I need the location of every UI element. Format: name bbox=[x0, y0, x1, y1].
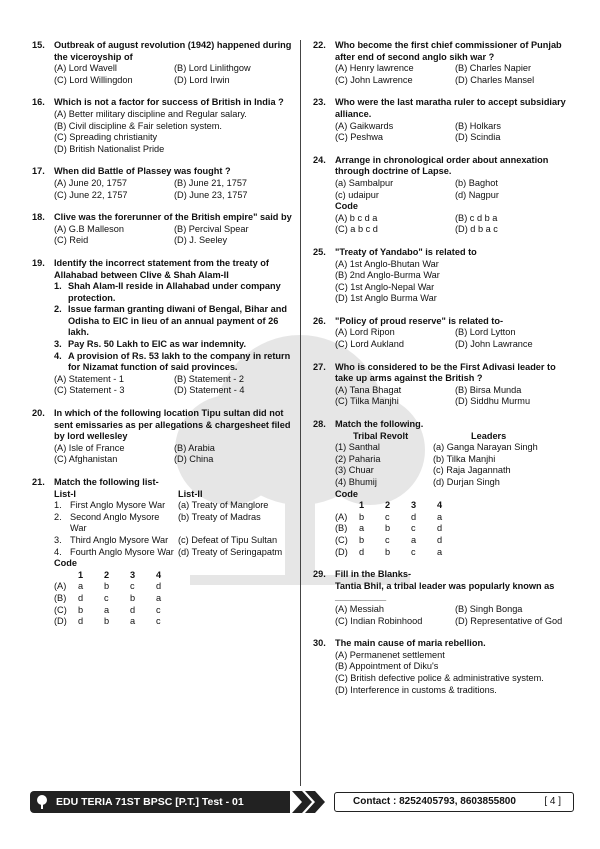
contact-text: Contact : 8252405793, 8603855800 bbox=[353, 796, 516, 807]
question-text: Who were the last maratha ruler to accept subsidiary alliance. bbox=[335, 97, 566, 119]
code-row: (B) a b c d bbox=[335, 523, 443, 534]
option: (D) Statement - 4 bbox=[174, 385, 245, 396]
left-column bbox=[32, 40, 294, 639]
page-footer bbox=[30, 791, 575, 813]
code-row: (D) d b c a bbox=[335, 546, 443, 557]
option: (D) J. Seeley bbox=[174, 235, 228, 246]
option: (B) Singh Bonga bbox=[455, 603, 523, 614]
question-number: 21. bbox=[32, 477, 45, 487]
option: (A) Better military discipline and Regular salary. bbox=[54, 108, 247, 119]
question-text: "Treaty of Yandabo" is related to bbox=[335, 246, 477, 257]
question-21 bbox=[32, 477, 294, 628]
question-number: 23. bbox=[313, 97, 326, 108]
option: (D) June 23, 1757 bbox=[174, 189, 248, 200]
question-number: 20. bbox=[32, 408, 45, 419]
question-20 bbox=[32, 408, 294, 466]
column-divider bbox=[300, 40, 301, 786]
question-number: 28. bbox=[313, 419, 326, 430]
question-text: Arrange in chronological order about annexation through doctrine of Lapse. bbox=[335, 154, 549, 177]
question-number: 19. bbox=[32, 257, 45, 268]
option: (d) Nagpur bbox=[455, 189, 499, 200]
code-label: Code bbox=[335, 201, 358, 212]
statement: 1. Shah Alam-II reside in Allahabad under company protection. bbox=[54, 281, 281, 303]
question-text: Identify the incorrect statement from the treaty of Allahabad between Clive & Shah Alam-II bbox=[54, 257, 269, 280]
question-number: 30. bbox=[313, 638, 326, 649]
option: (B) Charles Napier bbox=[455, 63, 532, 74]
option: (a) Sambalpur bbox=[335, 177, 394, 188]
option: (B) Appointment of Diku's bbox=[335, 661, 439, 672]
option: (D) 1st Anglo Burma War bbox=[335, 293, 437, 304]
right-column bbox=[313, 40, 575, 707]
question-text: In which of the following location Tipu sultan did not sent emissaries as per allegations & chargesheet filed by lord wellesley bbox=[54, 408, 291, 442]
option: (A) G.B Malleson bbox=[54, 223, 124, 234]
option: (C) Lord Willingdon bbox=[54, 74, 133, 85]
brand-text: EDU TERIA 71ST BPSC [P.T.] Test - 01 bbox=[56, 796, 244, 808]
question-18 bbox=[32, 212, 294, 247]
question-text: Outbreak of august revolution (1942) happened during the viceroyship of bbox=[54, 40, 292, 62]
option: (A) 1st Anglo-Bhutan War bbox=[335, 258, 439, 269]
option: (b) Baghot bbox=[455, 177, 498, 188]
option: (D) Charles Mansel bbox=[455, 74, 535, 85]
option: (A) June 20, 1757 bbox=[54, 177, 128, 188]
option: (D) Scindia bbox=[455, 132, 501, 143]
code-row: (D) d b a c bbox=[54, 616, 161, 627]
option: (D) British Nationalist Pride bbox=[54, 143, 165, 154]
option: (C) Afghanistan bbox=[54, 454, 118, 465]
question-text: The main cause of maria rebellion. bbox=[335, 638, 486, 649]
question-number: 25. bbox=[313, 246, 326, 257]
question-number: 29. bbox=[313, 569, 326, 580]
option: (A) Permanenet settlement bbox=[335, 649, 445, 660]
question-text: Tantia Bhil, a tribal leader was popularly known as __________ bbox=[335, 580, 555, 603]
list-header: List-II bbox=[178, 488, 203, 499]
option: (B) Lord Lytton bbox=[455, 327, 516, 338]
statement: 4. A provision of Rs. 53 lakh to the company in return for Nizamat function of said provinces. bbox=[54, 350, 291, 373]
option: (B) c d b a bbox=[455, 212, 498, 223]
option: (B) Percival Spear bbox=[174, 223, 249, 234]
question-text: "Policy of proud reserve" is related to- bbox=[335, 315, 504, 326]
option: (D) Representative of God bbox=[455, 615, 563, 626]
question-17 bbox=[32, 166, 294, 201]
code-row: (B) d c b a bbox=[54, 592, 162, 603]
code-header-row: 1 2 3 4 bbox=[78, 569, 162, 580]
question-text: When did Battle of Plassey was fought ? bbox=[54, 166, 231, 177]
option: (B) Birsa Munda bbox=[455, 384, 522, 395]
option: (A) b c d a bbox=[335, 212, 378, 223]
chevrons-icon bbox=[292, 791, 336, 813]
option: (C) Reid bbox=[54, 235, 89, 246]
question-26 bbox=[313, 316, 575, 351]
option: (D) Interference in customs & traditions. bbox=[335, 684, 497, 695]
tree-logo-icon bbox=[34, 794, 50, 810]
question-number: 16. bbox=[32, 97, 45, 108]
question-number: 15. bbox=[32, 40, 45, 50]
option: (C) Lord Aukland bbox=[335, 339, 404, 350]
question-number: 22. bbox=[313, 40, 326, 50]
question-text: Fill in the Blanks- bbox=[335, 569, 412, 580]
question-28 bbox=[313, 419, 575, 558]
page-number: [ 4 ] bbox=[544, 796, 561, 807]
brand-banner bbox=[30, 791, 290, 813]
question-19 bbox=[32, 258, 294, 397]
option: (c) udaipur bbox=[335, 189, 379, 200]
option: (B) June 21, 1757 bbox=[174, 177, 248, 188]
question-number: 26. bbox=[313, 315, 326, 326]
question-text: Match the following. bbox=[335, 419, 424, 430]
option: (C) Peshwa bbox=[335, 132, 383, 143]
code-header-row: 1 2 3 4 bbox=[359, 500, 443, 511]
list-header: Leaders bbox=[471, 430, 507, 441]
code-label: Code bbox=[54, 558, 77, 569]
question-24 bbox=[313, 155, 575, 236]
code-label: Code bbox=[335, 488, 358, 499]
question-15 bbox=[32, 40, 294, 86]
option: (A) Gaikwards bbox=[335, 120, 394, 131]
question-number: 27. bbox=[313, 361, 326, 372]
question-22 bbox=[313, 40, 575, 86]
statement: 2. Issue farman granting diwani of Bengal, Bihar and Odisha to EIC in lieu of an annual payment of 26 lakh. bbox=[54, 304, 288, 338]
option: (B) Arabia bbox=[174, 442, 215, 453]
code-row: (C) b a d c bbox=[54, 604, 161, 615]
question-text: Who become the first chief commissioner of Punjab after end of second anglo sikh war ? bbox=[335, 40, 562, 62]
option: (A) Lord Ripon bbox=[335, 327, 395, 338]
option: (A) Henry lawrence bbox=[335, 63, 414, 74]
option: (A) Tana Bhagat bbox=[335, 384, 402, 395]
question-number: 17. bbox=[32, 166, 45, 177]
code-row: (C) b c a d bbox=[335, 534, 443, 545]
option: (D) d b a c bbox=[455, 224, 498, 235]
code-row: (A) b c d a bbox=[335, 511, 443, 522]
question-23 bbox=[313, 97, 575, 143]
option: (C) a b c d bbox=[335, 224, 378, 235]
match-row: (2) Paharia (b) Tilka Manjhi bbox=[335, 453, 496, 464]
list-header: Tribal Revolt bbox=[353, 430, 409, 441]
option: (C) June 22, 1757 bbox=[54, 189, 128, 200]
match-row: (3) Chuar (c) Raja Jagannath bbox=[335, 465, 511, 476]
option: (B) Statement - 2 bbox=[174, 373, 244, 384]
question-number: 18. bbox=[32, 212, 45, 223]
option: (C) John Lawrence bbox=[335, 74, 413, 85]
question-16 bbox=[32, 97, 294, 155]
question-text: Clive was the forerunner of the British empire" said by bbox=[54, 212, 292, 223]
question-29 bbox=[313, 569, 575, 627]
option: (A) Isle of France bbox=[54, 442, 125, 453]
code-row: (A) a b c d bbox=[54, 581, 162, 592]
option: (D) John Lawrance bbox=[455, 339, 533, 350]
list-header: List-I bbox=[54, 488, 76, 499]
option: (C) Indian Robinhood bbox=[335, 615, 423, 626]
match-row: 2. Second Anglo Mysore War (b) Treaty of Madras bbox=[54, 511, 261, 534]
option: (B) Lord Linlithgow bbox=[174, 63, 251, 74]
question-text: Who is considered to be the First Adivasi leader to take up arms against the British ? bbox=[335, 361, 556, 384]
option: (D) Siddhu Murmu bbox=[455, 396, 531, 407]
option: (B) 2nd Anglo-Burma War bbox=[335, 270, 440, 281]
match-row: (4) Bhumij (d) Durjan Singh bbox=[335, 477, 500, 487]
option: (D) Lord Irwin bbox=[174, 74, 230, 85]
option: (C) British defective police & administrative system. bbox=[335, 672, 544, 683]
question-25 bbox=[313, 247, 575, 305]
option: (A) Lord Wavell bbox=[54, 63, 117, 74]
match-row: 3. Third Anglo Mysore War (c) Defeat of Tipu Sultan bbox=[54, 534, 278, 545]
option: (A) Statement - 1 bbox=[54, 373, 124, 384]
match-row: 1. First Anglo Mysore War (a) Treaty of Manglore bbox=[54, 500, 269, 511]
question-text: Which is not a factor for success of British in India ? bbox=[54, 97, 284, 108]
option: (C) Statement - 3 bbox=[54, 385, 125, 396]
question-27 bbox=[313, 362, 575, 408]
match-row: (1) Santhal (a) Ganga Narayan Singh bbox=[335, 442, 538, 453]
option: (B) Civil discipline & Fair seletion system. bbox=[54, 120, 222, 131]
option: (C) Tilka Manjhi bbox=[335, 396, 399, 407]
contact-box bbox=[334, 792, 574, 812]
statement: 3. Pay Rs. 50 Lakh to EIC as war indemnity. bbox=[54, 339, 247, 350]
question-number: 24. bbox=[313, 154, 326, 165]
option: (A) Messiah bbox=[335, 603, 385, 614]
option: (C) Spreading christianity bbox=[54, 132, 158, 143]
question-text: Match the following list- bbox=[54, 477, 159, 487]
question-30 bbox=[313, 638, 575, 696]
option: (D) China bbox=[174, 454, 214, 465]
option: (C) 1st Anglo-Nepal War bbox=[335, 281, 435, 292]
match-row: 4. Fourth Anglo Mysore War (d) Treaty of Seringapatm bbox=[54, 546, 283, 557]
option: (B) Holkars bbox=[455, 120, 501, 131]
